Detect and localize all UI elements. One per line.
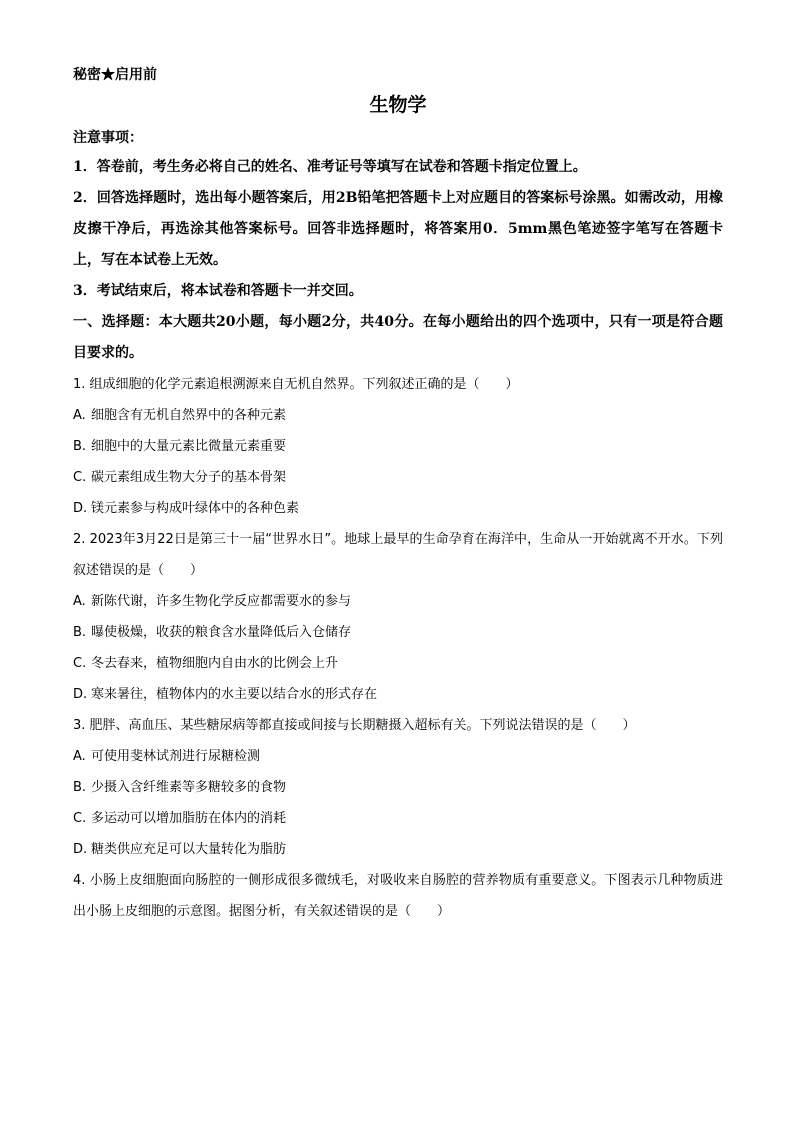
option-text: 镁元素参与构成叶绿体中的各种色素	[91, 501, 300, 516]
option-c	[73, 462, 723, 493]
question-1	[73, 369, 723, 524]
option-letter: D.	[73, 501, 88, 516]
option-text: 可使用斐林试剂进行尿糖检测	[91, 749, 261, 764]
question-2	[73, 524, 723, 710]
option-text: 细胞含有无机自然界中的各种元素	[91, 408, 287, 423]
option-b	[73, 772, 723, 803]
option-text: 冬去春来，植物细胞内自由水的比例会上升	[91, 656, 339, 671]
option-text: 多运动可以增加脂肪在体内的消耗	[91, 811, 287, 826]
option-d	[73, 679, 723, 710]
option-letter: B.	[73, 439, 87, 454]
option-d	[73, 834, 723, 865]
option-letter: C.	[73, 656, 87, 671]
option-a	[73, 400, 723, 431]
option-letter: C.	[73, 811, 87, 826]
question-stem: 2. 2023年3月22日是第三十一届“世界水日”。地球上最早的生命孕育在海洋中，生命从一开始就离不开水。下列叙述错误的是（ ）	[73, 532, 723, 578]
option-letter: B.	[73, 780, 87, 795]
question-4	[73, 865, 723, 927]
notice-label: 注意事项：	[73, 130, 143, 146]
option-letter: C.	[73, 470, 87, 485]
notice-item-3: 3．考试结束后，将本试卷和答题卡一并交回。	[73, 283, 363, 299]
exam-page	[73, 62, 723, 927]
option-text: 少摄入含纤维素等多糖较多的食物	[91, 780, 287, 795]
option-text: 碳元素组成生物大分子的基本骨架	[91, 470, 287, 485]
question-stem: 1. 组成细胞的化学元素追根溯源来自无机自然界。下列叙述正确的是（ ）	[73, 377, 519, 392]
option-c	[73, 803, 723, 834]
option-text: 糖类供应充足可以大量转化为脂肪	[91, 842, 287, 857]
notice-item-1: 1．答卷前，考生务必将自己的姓名、准考证号等填写在试卷和答题卡指定位置上。	[73, 159, 587, 175]
option-b	[73, 617, 723, 648]
option-text: 细胞中的大量元素比微量元素重要	[91, 439, 287, 454]
option-b	[73, 431, 723, 462]
option-letter: D.	[73, 687, 88, 702]
option-d	[73, 493, 723, 524]
option-letter: D.	[73, 842, 88, 857]
question-3	[73, 710, 723, 865]
option-text: 曝使极燥，收获的粮食含水量降低后入仓储存	[91, 625, 352, 640]
option-letter: A.	[73, 594, 86, 609]
section-heading: 一、选择题：本大题共20小题，每小题2分，共40分。在每小题给出的四个选项中，只有一项是符合题目要求的。	[73, 314, 723, 361]
question-stem: 4. 小肠上皮细胞面向肠腔的一侧形成很多微绒毛，对吸收来自肠腔的营养物质有重要意义。下图表示几种物质进出小肠上皮细胞的示意图。据图分析，有关叙述错误的是（ ）	[73, 873, 723, 919]
option-letter: B.	[73, 625, 87, 640]
option-a	[73, 586, 723, 617]
secret-label: 秘密★启用前	[73, 67, 157, 83]
option-text: 新陈代谢，许多生物化学反应都需要水的参与	[91, 594, 352, 609]
option-c	[73, 648, 723, 679]
option-letter: A.	[73, 749, 86, 764]
notice-item-2: 2．回答选择题时，选出每小题答案后，用2B铅笔把答题卡上对应题目的答案标号涂黑。如需改动，用橡皮擦干净后，再选涂其他答案标号。回答非选择题时，将答案用0．5mm黑色笔迹签字笔写在答题卡上，写在本试卷上无效。	[73, 190, 723, 268]
option-letter: A.	[73, 408, 86, 423]
page-title: 生物学	[369, 94, 427, 116]
option-a	[73, 741, 723, 772]
question-stem: 3. 肥胖、高血压、某些糖尿病等都直接或间接与长期糖摄入超标有关。下列说法错误的是（ ）	[73, 718, 636, 733]
option-text: 寒来暑往，植物体内的水主要以结合水的形式存在	[91, 687, 378, 702]
